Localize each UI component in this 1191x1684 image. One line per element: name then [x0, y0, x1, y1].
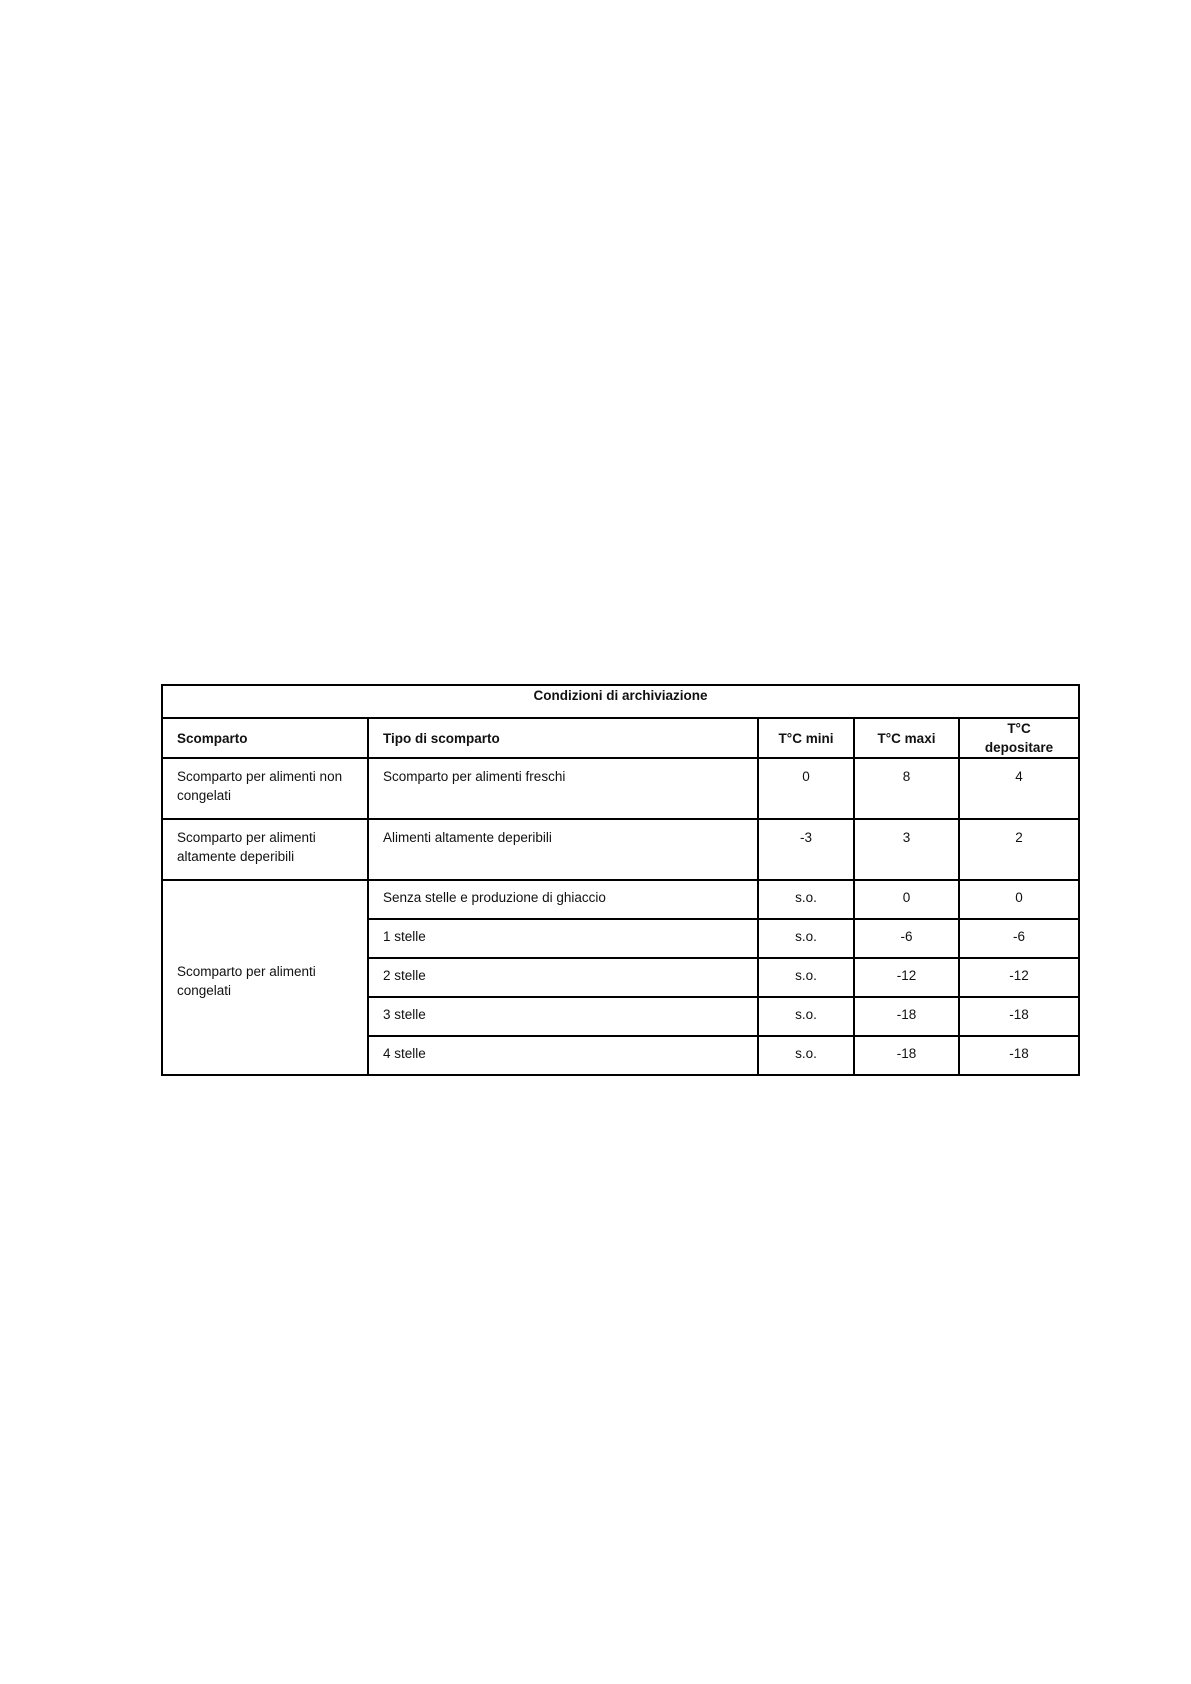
- table-header-row: [162, 718, 1079, 758]
- cell-scomparto: Scomparto per alimenti non congelati: [162, 758, 368, 819]
- header-tipo: Tipo di scomparto: [368, 718, 758, 758]
- cell-tmax: -18: [854, 997, 959, 1036]
- cell-tipo: Alimenti altamente deperibili: [368, 819, 758, 880]
- cell-tipo: Senza stelle e produzione di ghiaccio: [368, 880, 758, 919]
- cell-tmin: 0: [758, 758, 854, 819]
- cell-tmin: s.o.: [758, 997, 854, 1036]
- cell-tipo: 2 stelle: [368, 958, 758, 997]
- table-row: [162, 758, 1079, 819]
- cell-tdep: -12: [959, 958, 1079, 997]
- cell-tmin: -3: [758, 819, 854, 880]
- header-scomparto: Scomparto: [162, 718, 368, 758]
- cell-tmin: s.o.: [758, 880, 854, 919]
- cell-tipo: Scomparto per alimenti freschi: [368, 758, 758, 819]
- cell-tipo: 4 stelle: [368, 1036, 758, 1075]
- table-row: [162, 880, 1079, 919]
- cell-tmin: s.o.: [758, 958, 854, 997]
- cell-tdep: 2: [959, 819, 1079, 880]
- header-tmin: T°C mini: [758, 718, 854, 758]
- cell-tmax: -18: [854, 1036, 959, 1075]
- cell-tmin: s.o.: [758, 919, 854, 958]
- cell-tmin: s.o.: [758, 1036, 854, 1075]
- cell-tmax: 8: [854, 758, 959, 819]
- cell-tmax: -6: [854, 919, 959, 958]
- table-title: Condizioni di archiviazione: [162, 685, 1079, 718]
- cell-tmax: -12: [854, 958, 959, 997]
- table-row: [162, 819, 1079, 880]
- cell-tdep: 4: [959, 758, 1079, 819]
- cell-tmax: 3: [854, 819, 959, 880]
- cell-tdep: 0: [959, 880, 1079, 919]
- header-tmax: T°C maxi: [854, 718, 959, 758]
- cell-tdep: -18: [959, 997, 1079, 1036]
- cell-scomparto-merged: Scomparto per alimenti congelati: [162, 880, 368, 1075]
- cell-tmax: 0: [854, 880, 959, 919]
- cell-tipo: 3 stelle: [368, 997, 758, 1036]
- cell-scomparto: Scomparto per alimenti altamente deperibili: [162, 819, 368, 880]
- storage-conditions-table: [161, 684, 1080, 1076]
- cell-tipo: 1 stelle: [368, 919, 758, 958]
- header-tdep: T°C depositare: [959, 718, 1079, 758]
- cell-tdep: -6: [959, 919, 1079, 958]
- cell-tdep: -18: [959, 1036, 1079, 1075]
